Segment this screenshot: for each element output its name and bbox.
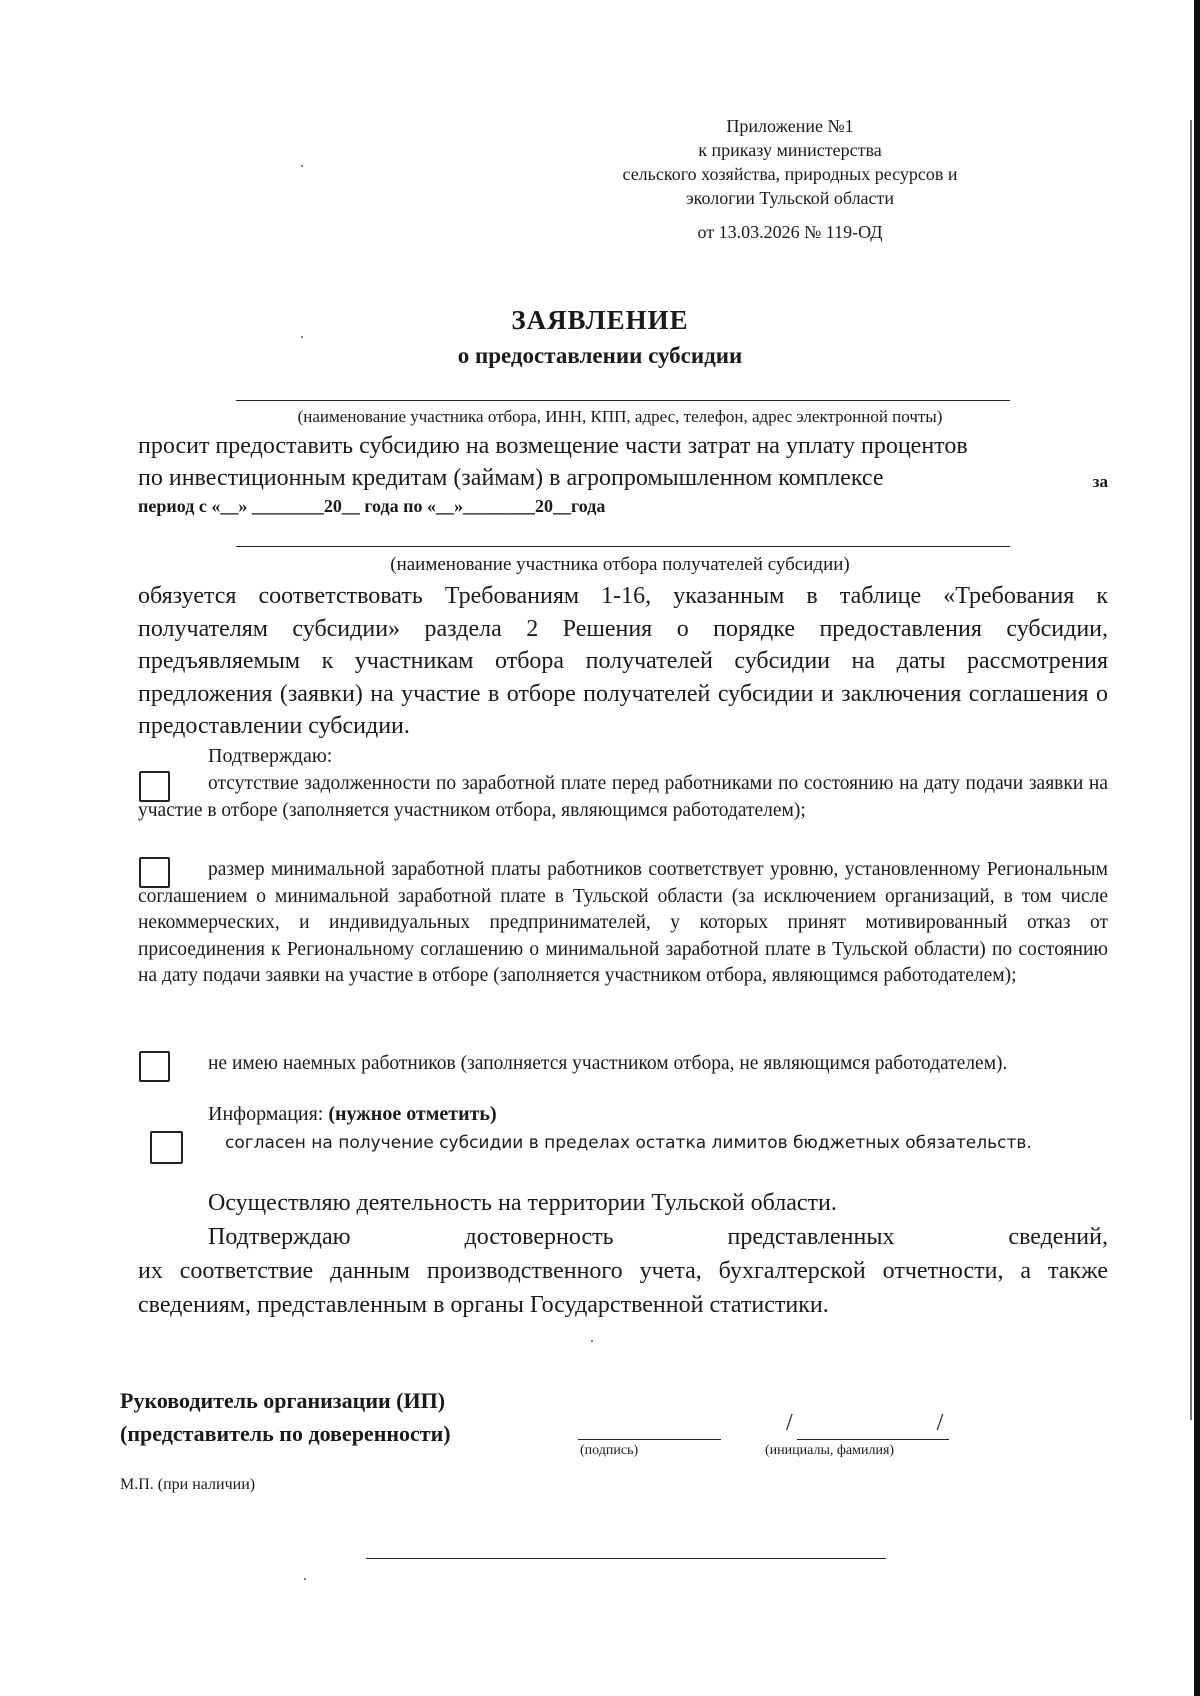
stamp-label: М.П. (при наличии) bbox=[120, 1476, 256, 1493]
document-subtitle: о предоставлении субсидии bbox=[457, 343, 743, 368]
confirm-label: Подтверждаю: bbox=[208, 745, 333, 767]
info-label bbox=[208, 1103, 497, 1126]
scan-speck bbox=[591, 1340, 593, 1342]
applicant-caption: (наименование участника отбора, ИНН, КПП, адрес, телефон, адрес электронной почты) bbox=[297, 407, 943, 426]
checkbox-item-3-text: не имею наемных работников (заполняется участником отбора, не являющимся работодателем). bbox=[208, 1053, 1008, 1074]
declaration-line-1: Осуществляю деятельность на территории Тульской области. bbox=[208, 1190, 837, 1216]
order-date: от 13.03.2026 № 119-ОД bbox=[697, 222, 883, 242]
signature-caption: (подпись) bbox=[580, 1443, 639, 1458]
declaration-line-3: их соответствие данным производственного учета, бухгалтерской отчетности, а также сведениям, представленным в органы Государственной статистики. bbox=[138, 1258, 1108, 1318]
declaration-line-2: Подтверждаю достоверность представленных сведений, bbox=[208, 1224, 1108, 1250]
request-paragraph bbox=[138, 430, 1108, 494]
signatory-title-line-2: (представитель по доверенности) bbox=[120, 1421, 451, 1446]
end-separator bbox=[366, 1558, 886, 1559]
period-line[interactable]: период с «__» ________20__ года по «__»________20__года bbox=[138, 496, 606, 516]
scan-speck bbox=[301, 165, 303, 167]
applicant-line[interactable] bbox=[236, 400, 1010, 401]
checkbox-item-3 bbox=[138, 1051, 1108, 1078]
signatory-title bbox=[120, 1384, 451, 1450]
recipient-line[interactable] bbox=[236, 546, 1010, 547]
obligation-paragraph: обязуется соответствовать Требованиям 1-16, указанным в таблице «Требования к получателям субсидии» раздела 2 Решения о порядке предоставления субсидии, предъявляемым к участникам отбора получателей субсидии на даты рассмотрения предложения (заявки) на участие в отборе получателей субсидии и заключения соглашения о предоставлении субсидии. bbox=[138, 583, 1108, 739]
agree-text: согласен на получение субсидии в пределах остатка лимитов бюджетных обязательств. bbox=[225, 1133, 1032, 1153]
appendix-line-2: к приказу министерства bbox=[698, 140, 882, 160]
signatory-title-line-1: Руководитель организации (ИП) bbox=[120, 1388, 446, 1413]
request-line-1: просит предоставить субсидию на возмещение части затрат на уплату процентов bbox=[138, 433, 968, 459]
checkbox-item-2 bbox=[138, 857, 1108, 990]
scan-speck bbox=[301, 336, 303, 338]
appendix-header bbox=[560, 114, 1020, 244]
scan-edge bbox=[1194, 0, 1200, 1696]
appendix-line-1: Приложение №1 bbox=[726, 116, 854, 136]
document-title: ЗАЯВЛЕНИЕ bbox=[511, 305, 689, 335]
request-za: за bbox=[1092, 472, 1108, 491]
request-line-2: по инвестиционным кредитам (займам) в агропромышленном комплексе bbox=[138, 465, 884, 491]
checkbox-item-1-text: отсутствие задолженности по заработной плате перед работниками по состоянию на дату подачи заявки на участие в отборе (заполняется участником отбора, являющимся работодателем); bbox=[138, 773, 1108, 821]
checkbox-item-2-text: размер минимальной заработной платы работников соответствует уровню, установленному Региональным соглашением о минимальной заработной плате в Тульской области (за исключением организаций, в том числе некоммерческих, и индивидуальных предпринимателей, у которых принят мотивированный отказ от присоединения к Региональному соглашению о минимальной заработной плате в Тульской области) по состоянию на дату подачи заявки на участие в отборе (заполняется участником отбора, являющимся работодателем); bbox=[138, 859, 1108, 986]
info-label-text: Информация: bbox=[208, 1103, 329, 1125]
recipient-caption: (наименование участника отбора получателей субсидии) bbox=[390, 554, 850, 575]
appendix-line-3: сельского хозяйства, природных ресурсов и bbox=[622, 164, 958, 184]
name-line[interactable] bbox=[797, 1439, 949, 1440]
scan-speck bbox=[304, 1578, 306, 1580]
info-emphasis: (нужное отметить) bbox=[328, 1103, 497, 1125]
checkbox-item-1 bbox=[138, 771, 1108, 824]
appendix-line-4: экологии Тульской области bbox=[685, 188, 895, 208]
signature-line[interactable] bbox=[578, 1439, 721, 1440]
name-caption: (инициалы, фамилия) bbox=[765, 1443, 895, 1458]
name-slashes: / / bbox=[786, 1410, 944, 1436]
declaration-paragraph bbox=[138, 1186, 1108, 1322]
checkbox-agree-limits[interactable] bbox=[150, 1131, 183, 1164]
